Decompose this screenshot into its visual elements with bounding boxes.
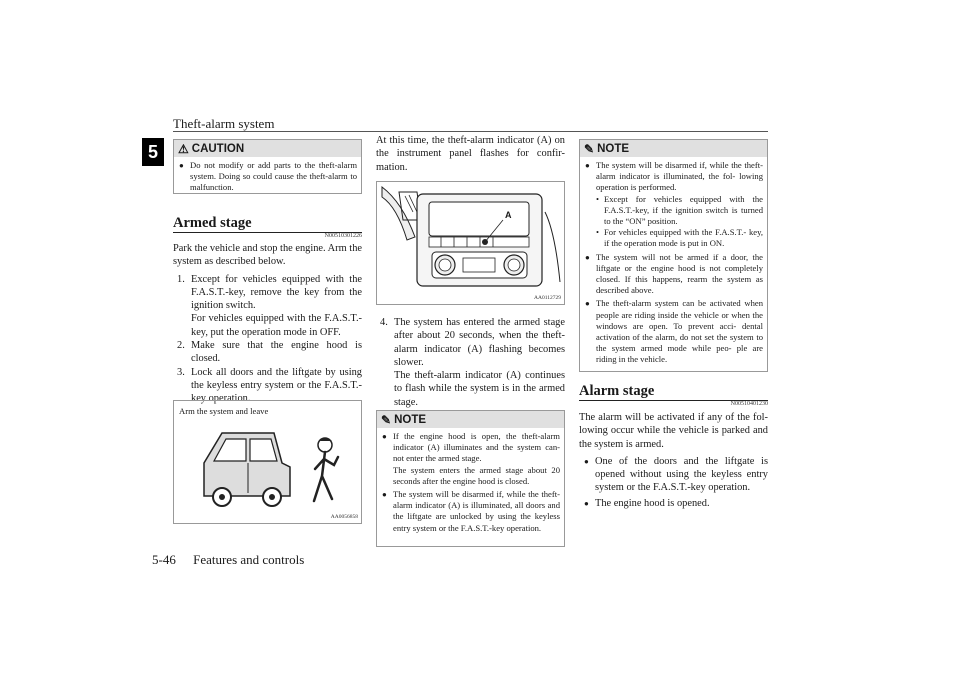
- alarm-stage-code: N00510401230: [730, 401, 768, 407]
- note-header: [580, 140, 767, 157]
- caution-box: [173, 139, 362, 194]
- step-4-item: 4. The system has entered the armed stage after about 20 seconds, when the theft- alarm indicator (A) flashing becomes slower. The theft-alarm indicator (A) continues to flash while the system is in the armed stage.: [380, 317, 565, 408]
- note-subitem: • Except for vehicles equipped with the F.A.S.T.-key, if the ignition switch is turned to the “ON” position.: [596, 194, 763, 228]
- pencil-icon: ✎: [584, 141, 595, 156]
- alarm-stage-intro: The alarm will be activated if any of the fol- lowing occur while the vehicle is parked and the system is armed.: [579, 412, 768, 450]
- alarm-item: ● One of the doors and the liftgate is opened without using the keyless entry system or the F.A.S.T.-key operation.: [583, 455, 768, 495]
- alarm-stage-section: [579, 383, 768, 512]
- alarm-stage-list: [579, 455, 768, 510]
- car-and-person-illustration: [174, 401, 361, 523]
- note-title: NOTE: [597, 142, 630, 155]
- note-item: ● The system will be disarmed if, while the theft-alarm indicator is illuminated, the fol- lowing operation is performed. • Except for vehicles equipped with the F.A.S.T.-key, if the ignition switch is turned to the “ON” position. • For vehicles equipped with the F.A.S.T.- key, if the operation mode is put in ON.: [584, 160, 763, 250]
- figure-arm-and-leave: [173, 400, 362, 524]
- note-item: ● The system will not be armed if a door, the liftgate or the engine hood is not completely closed. If this happens, rearm the system as described above.: [584, 252, 763, 297]
- note-subitem: • For vehicles equipped with the F.A.S.T.- key, if the operation mode is put in ON.: [596, 227, 763, 249]
- armed-steps: [173, 273, 362, 406]
- page-number: 5-46: [152, 552, 176, 567]
- middle-paragraph: At this time, the theft-alarm indicator (A) on the instrument panel flashes for confir- mation.: [376, 135, 565, 173]
- warning-triangle-icon: ⚠: [178, 141, 189, 156]
- pencil-icon: ✎: [381, 412, 392, 427]
- figure-caption: Arm the system and leave: [179, 406, 269, 416]
- step-2: 2. Make sure that the engine hood is closed.: [177, 340, 362, 365]
- header-rule: [173, 131, 768, 132]
- figure-code: AA0112729: [534, 295, 561, 301]
- caution-title: CAUTION: [191, 142, 245, 155]
- chapter-tab: 5: [142, 138, 164, 166]
- note-item: ● The system will be disarmed if, while the theft-alarm indicator (A) is illuminated, all doors and the liftgate are unlocked by using the keyless entry system or the F.A.S.T.-key operation.: [381, 489, 560, 534]
- caution-body: [174, 157, 361, 194]
- note-box-1: [376, 410, 565, 547]
- figure-code: AA0056858: [330, 514, 358, 520]
- note-title: NOTE: [394, 413, 427, 426]
- armed-stage-code: N00510301226: [324, 233, 362, 239]
- alarm-stage-heading: Alarm stage: [579, 383, 768, 401]
- note-header: [377, 411, 564, 428]
- footer-section: Features and controls: [193, 552, 305, 567]
- note-body: [377, 428, 564, 534]
- instrument-panel-illustration: [377, 182, 564, 304]
- note-item: ● If the engine hood is open, the theft-alarm indicator (A) illuminates and the system can- not enter the armed stage. The system enters the armed stage about 20 seconds after the engine hood is closed.: [381, 431, 560, 487]
- armed-stage-section: [173, 215, 362, 406]
- step-1: 1. Except for vehicles equipped with the F.A.S.T.-key, remove the key from the ignition switch. For vehicles equipped with the F.A.S.T.-key, put the operation mode in OFF.: [177, 273, 362, 338]
- figure-instrument-panel: [376, 181, 565, 305]
- armed-stage-intro: Park the vehicle and stop the engine. Arm the system as described below.: [173, 243, 362, 268]
- caution-item: ● Do not modify or add parts to the theft-alarm system. Doing so could cause the theft-alarm to malfunction.: [178, 160, 357, 194]
- armed-stage-heading: Armed stage: [173, 215, 362, 233]
- step-4: [380, 316, 565, 409]
- note-box-2: [579, 139, 768, 372]
- caution-header: [174, 140, 361, 157]
- indicator-label: A: [505, 210, 512, 220]
- page-footer: [152, 552, 304, 568]
- step-3: 3. Lock all doors and the liftgate by using the keyless entry system or the F.A.S.T.-key operation.: [177, 366, 362, 405]
- running-header: Theft-alarm system: [173, 116, 275, 131]
- alarm-item: ● The engine hood is opened.: [583, 497, 768, 510]
- note-body: [580, 157, 767, 366]
- note-item: ● The theft-alarm system can be activated when people are riding inside the vehicle or when the windows are open. To prevent acci- dental activation of the alarm, do not set the system to the system armed mode while peo- ple are riding in the vehicle.: [584, 298, 763, 365]
